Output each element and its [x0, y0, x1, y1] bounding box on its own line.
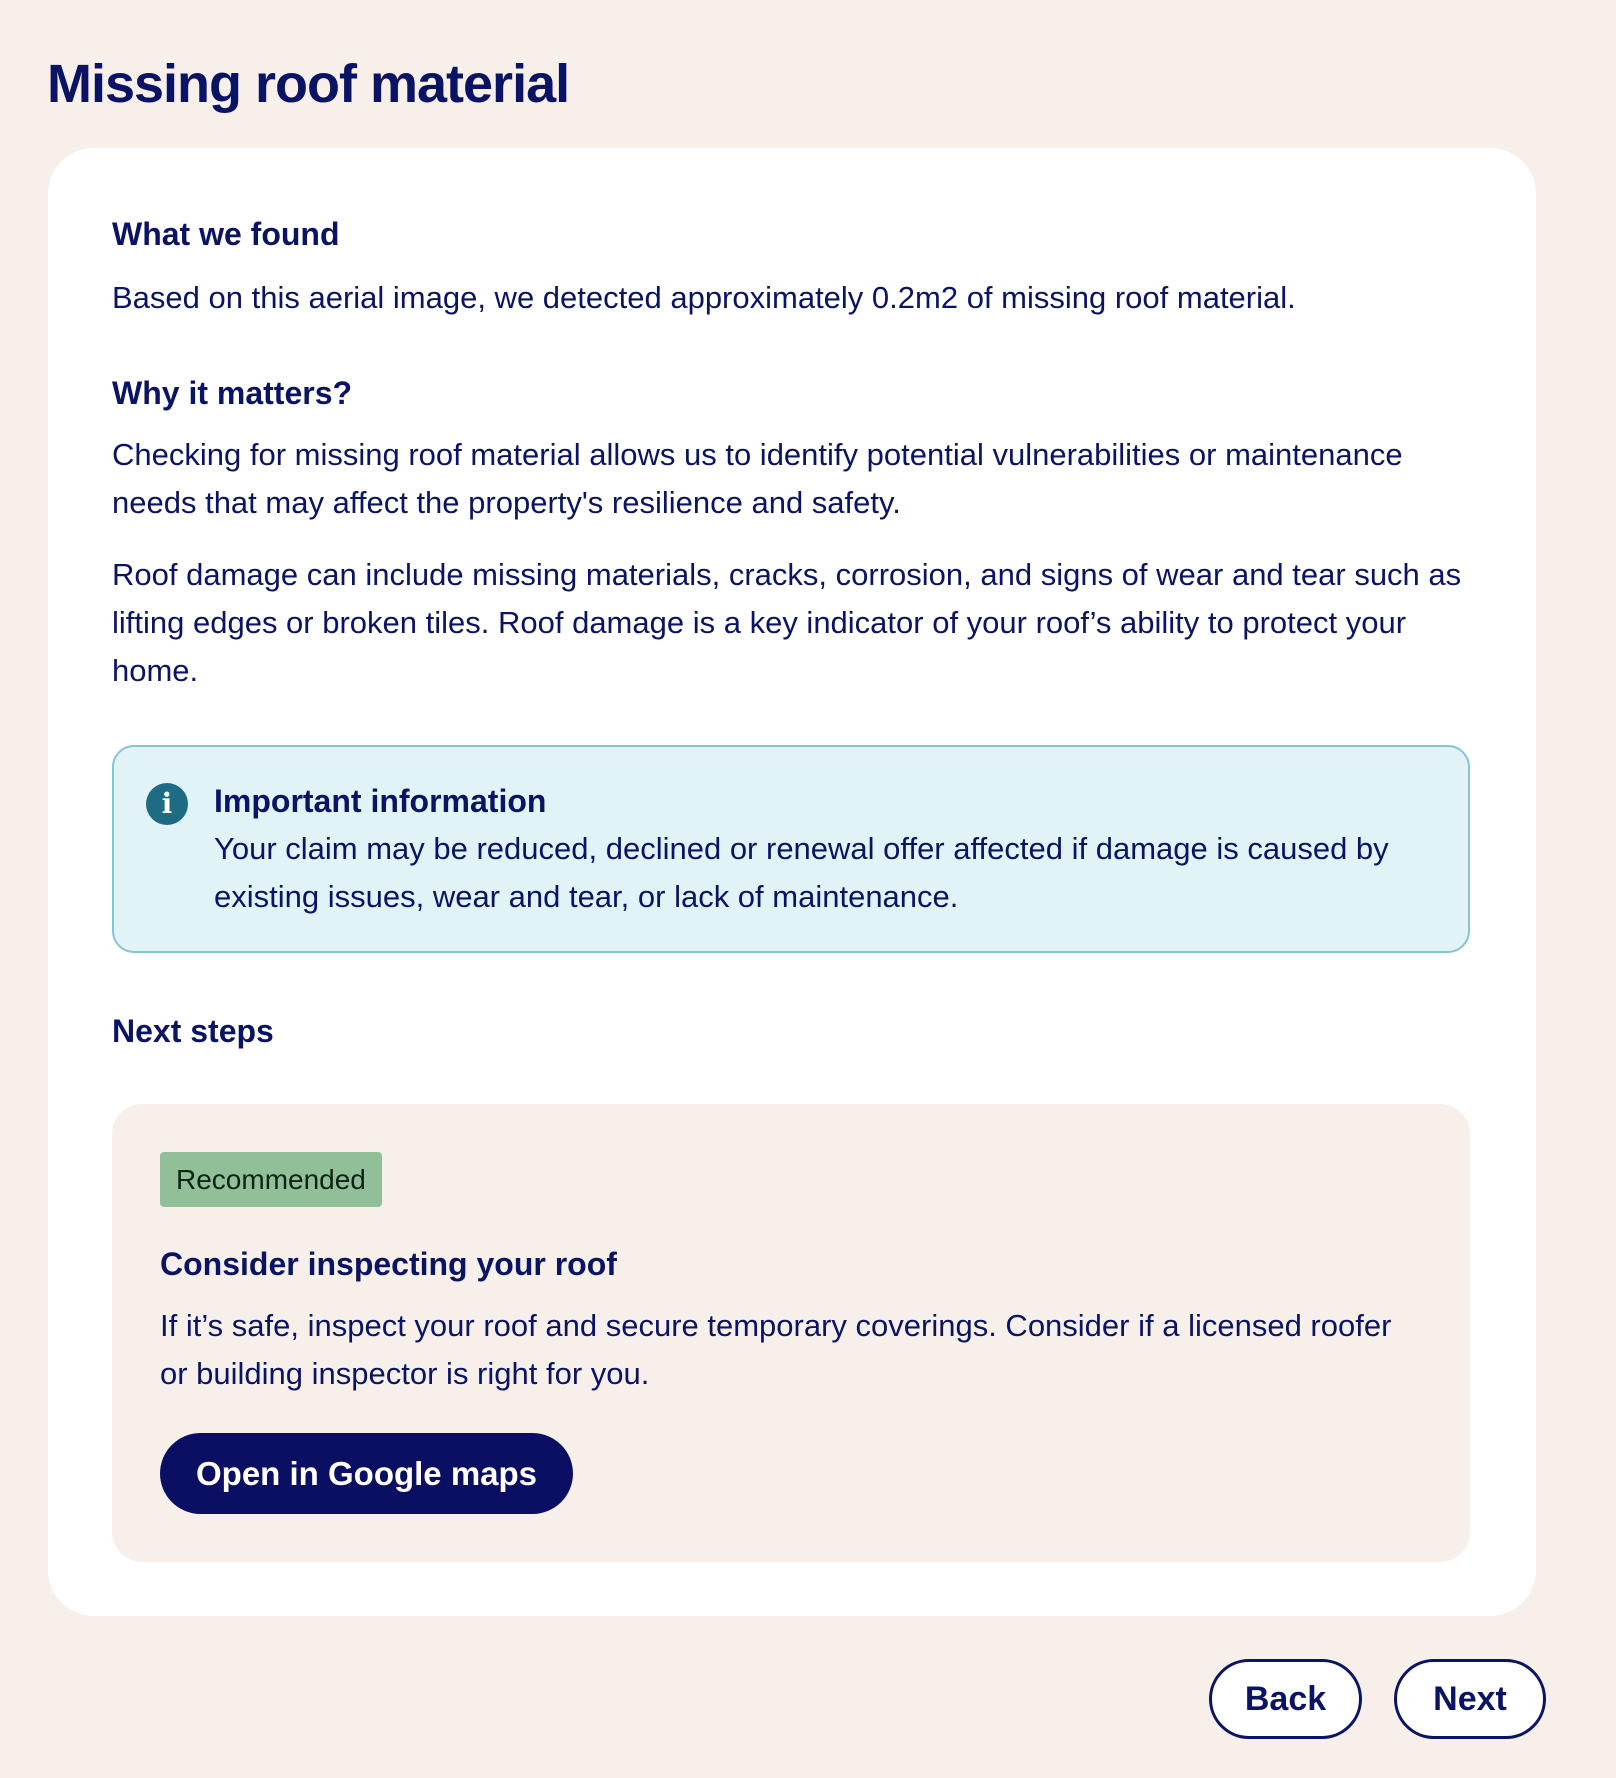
next-step-card [112, 1104, 1470, 1562]
page-title: Missing roof material [47, 54, 570, 114]
next-steps-heading: Next steps [112, 1013, 274, 1049]
open-in-google-maps-button[interactable]: Open in Google maps [160, 1433, 573, 1514]
info-icon: i [146, 783, 188, 825]
what-we-found-heading: What we found [112, 216, 340, 252]
next-step-title: Consider inspecting your roof [160, 1246, 617, 1282]
important-information-title: Important information [214, 783, 547, 819]
content-card [48, 148, 1536, 1616]
why-it-matters-heading: Why it matters? [112, 375, 353, 411]
next-button[interactable]: Next [1394, 1659, 1546, 1739]
what-we-found-text: Based on this aerial image, we detected approximately 0.2m2 of missing roof material. [112, 280, 1296, 315]
recommended-badge: Recommended [160, 1152, 382, 1207]
why-it-matters-paragraph-2: Roof damage can include missing materials, cracks, corrosion, and signs of wear and tear such as lifting edges or broken tiles. Roof damage is a key indicator of your roof’s ability to protect your home. [112, 557, 1462, 688]
back-button[interactable]: Back [1209, 1659, 1362, 1739]
next-step-text: If it’s safe, inspect your roof and secure temporary coverings. Consider if a licensed roofer or building inspector is right for you. [160, 1308, 1392, 1391]
important-information-text: Your claim may be reduced, declined or renewal offer affected if damage is caused by existing issues, wear and tear, or lack of maintenance. [214, 831, 1389, 914]
important-information-box [112, 745, 1470, 953]
why-it-matters-paragraph-1: Checking for missing roof material allows us to identify potential vulnerabilities or maintenance needs that may affect the property's resilience and safety. [112, 437, 1403, 520]
